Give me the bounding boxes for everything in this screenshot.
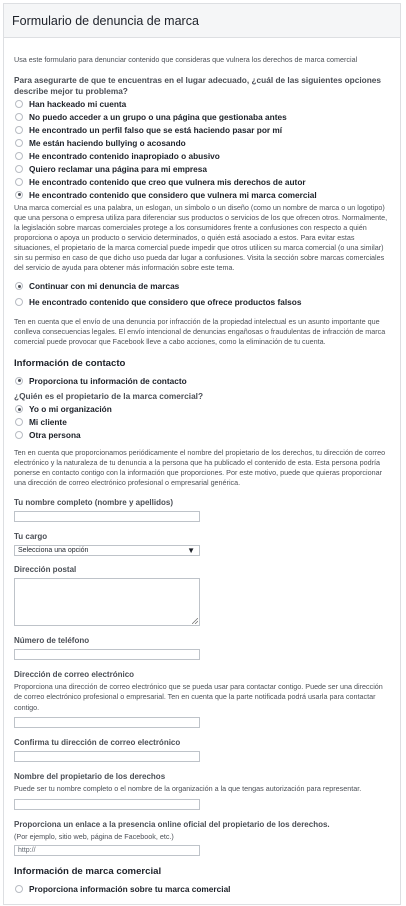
provide-brand-option[interactable]: Proporciona información sobre tu marca comercial (14, 882, 390, 895)
link-label: Proporciona un enlace a la presencia online oficial del propietario de los derechos. (14, 819, 330, 829)
continue-option[interactable]: He encontrado contenido que considero que ofrece productos falsos (14, 294, 390, 310)
problem-question: Para asegurarte de que te encuentras en el lugar adecuado, ¿cuál de las siguientes opciones describe mejor tu problema? (14, 75, 382, 96)
radio-button[interactable] (15, 165, 23, 173)
legal-warning: Ten en cuenta que el envío de una denuncia por infracción de la propiedad intelectual es un asunto importante que conlleva consecuencias legales. El envío intencional de denuncias engañosas o fraudulentas de infracción de marca comercial puede provocar que Facebook lleve a cabo acciones, como la eliminación de tu cuenta. (14, 317, 386, 346)
email-help: Proporciona una dirección de correo electrónico que se pueda usar para contactar contigo. Puede ser una dirección de correo electrónico profesional o empresarial. Ten en cuenta que la parte notificada podrá usarla para contactar contigo. (14, 681, 383, 712)
radio-button[interactable] (15, 178, 23, 186)
owner-name-label: Nombre del propietario de los derechos (14, 772, 166, 781)
problem-option[interactable]: Me están haciendo bullying o acosando (14, 136, 390, 149)
address-label: Dirección postal (14, 564, 77, 574)
radio-button[interactable] (15, 431, 23, 439)
email-label: Dirección de correo electrónico (14, 669, 135, 679)
form-header (4, 4, 400, 38)
radio-button[interactable] (15, 152, 23, 160)
trademark-explainer: Una marca comercial es una palabra, un eslogan, un símbolo o un diseño (como un nombre de marca o un logotipo) que una persona o empresa utiliza para diferenciar sus productos o servicios de los que ofrecen otros. Normalmente, la legislación sobre marcas comerciales protege a los consumidores frente a confusiones con respecto a quién proporciona o apoya un producto o servicio determinados, o quién está asociado a estos. Para evitar estas situaciones, el propietario de la marca comercial puede impedir que otros utilicen su marca comercial (o una similar) sin su permiso en caso de que dicho uso pueda dar lugar a confusiones. Visita la sección sobre marcas comerciales del servicio de ayuda para obtener más información sobre este tema. (14, 203, 388, 272)
problem-option-selected[interactable]: He encontrado contenido que considero que vulnera mi marca comercial (14, 188, 390, 201)
email-confirm-input[interactable] (14, 751, 200, 762)
radio-button[interactable] (15, 139, 23, 147)
radio-button[interactable] (15, 298, 23, 306)
job-select[interactable] (14, 545, 200, 556)
brand-section-title: Información de marca comercial (14, 866, 162, 877)
intro-text: Usa este formulario para denunciar contenido que consideras que vulnera los derechos de marca comercial (14, 55, 358, 64)
problem-option[interactable]: No puedo acceder a un grupo o una página que gestionaba antes (14, 110, 390, 123)
email-input[interactable] (14, 717, 200, 728)
resize-grip-icon[interactable] (192, 618, 198, 624)
radio-button[interactable] (15, 100, 23, 108)
problem-options (14, 97, 390, 201)
owner-option[interactable]: Otra persona (14, 429, 390, 442)
form-title: Formulario de denuncia de marca (12, 14, 199, 28)
problem-option[interactable]: He encontrado contenido inapropiado o abusivo (14, 149, 390, 162)
radio-button-checked[interactable] (15, 282, 23, 290)
contact-notice: Ten en cuenta que proporcionamos periódicamente el nombre del propietario de los derechos, tu dirección de correo electrónico y la naturaleza de tu denuncia a la persona que ha publicado el contenido de esta. Esta persona podría ponerse en contacto contigo con la información que proporciones. Por este motivo, puede que quieras proporcionar una dirección de correo electrónico profesional o empresarial genérica. (14, 447, 386, 487)
address-textarea[interactable] (14, 578, 200, 626)
full-name-input[interactable] (14, 511, 200, 522)
report-form-panel (3, 3, 401, 905)
radio-button-checked[interactable] (15, 191, 23, 199)
owner-name-input[interactable] (14, 799, 200, 810)
full-name-label: Tu nombre completo (nombre y apellidos) (14, 497, 173, 507)
job-select-value: Selecciona una opción (18, 546, 89, 554)
form-content (4, 55, 400, 895)
problem-option[interactable]: He encontrado contenido que creo que vulnera mis derechos de autor (14, 175, 390, 188)
phone-label: Número de teléfono (14, 635, 90, 645)
radio-button[interactable] (15, 885, 23, 893)
owner-question: ¿Quién es el propietario de la marca comercial? (14, 391, 204, 401)
link-help: (Por ejemplo, sitio web, página de Facebook, etc.) (14, 831, 174, 841)
link-input[interactable]: http:// (14, 845, 200, 856)
continue-option-selected[interactable]: Continuar con mi denuncia de marcas (14, 278, 390, 294)
problem-option[interactable]: Han hackeado mi cuenta (14, 97, 390, 110)
radio-button-checked[interactable] (15, 405, 23, 413)
owner-option-selected[interactable]: Yo o mi organización (14, 403, 390, 416)
job-label: Tu cargo (14, 531, 48, 541)
radio-button[interactable] (15, 113, 23, 121)
owner-name-help: Puede ser tu nombre completo o el nombre de la organización a la que tengas autorización para representar. (14, 784, 362, 793)
owner-option[interactable]: Mi cliente (14, 416, 390, 429)
continue-options (14, 278, 390, 310)
contact-section-title: Información de contacto (14, 358, 126, 369)
problem-option[interactable]: Quiero reclamar una página para mi empresa (14, 162, 390, 175)
radio-button-checked[interactable] (15, 377, 23, 385)
phone-input[interactable] (14, 649, 200, 660)
dropdown-arrow-icon: ▼ (187, 545, 195, 555)
provide-contact-option[interactable]: Proporciona tu información de contacto (14, 374, 390, 387)
radio-button[interactable] (15, 126, 23, 134)
problem-option[interactable]: He encontrado un perfil falso que se está haciendo pasar por mí (14, 123, 390, 136)
email-confirm-label: Confirma tu dirección de correo electrónico (14, 738, 181, 747)
radio-button[interactable] (15, 418, 23, 426)
owner-options (14, 403, 390, 442)
